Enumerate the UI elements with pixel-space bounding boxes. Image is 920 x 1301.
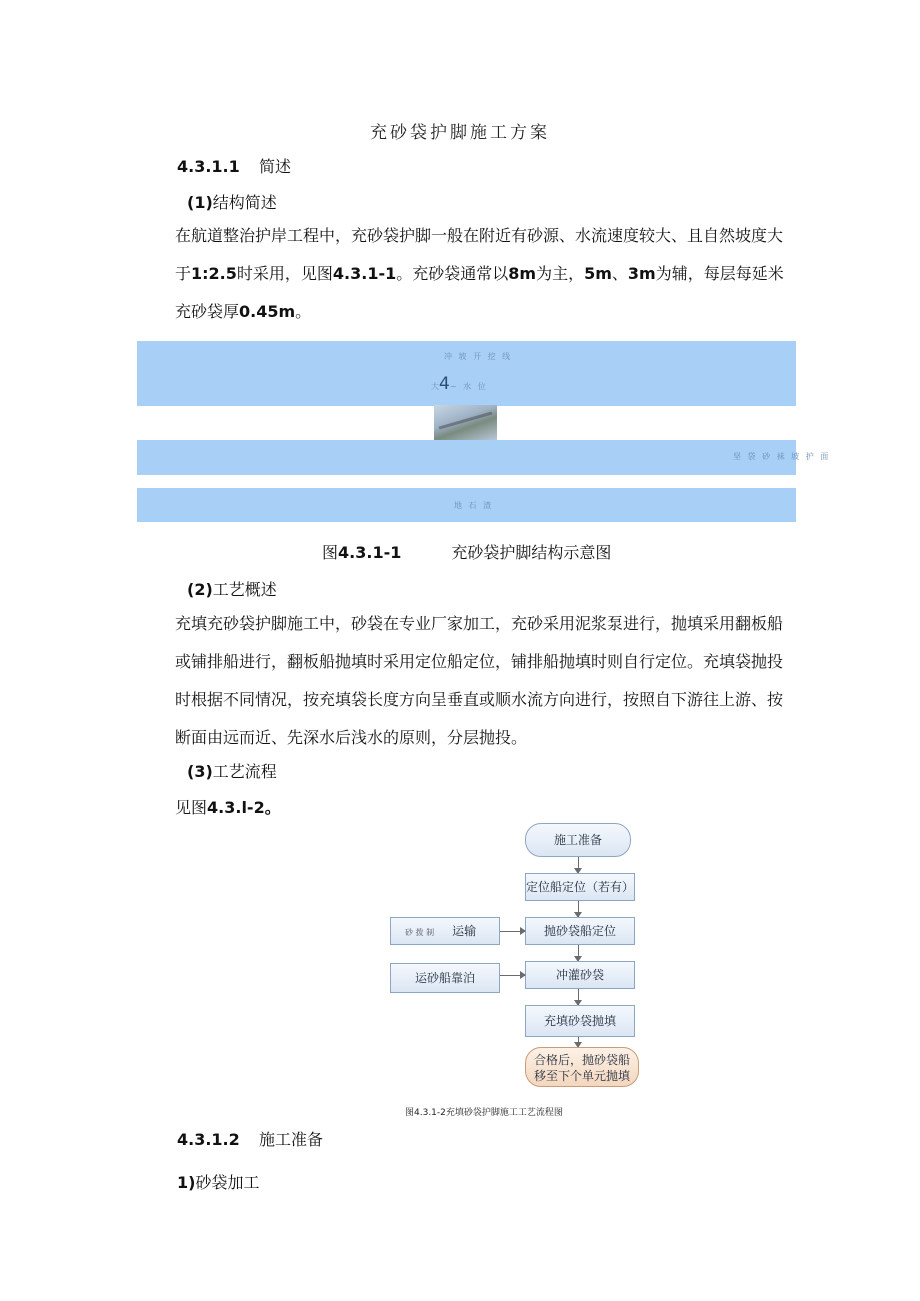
text-run: 为辅，每层每延米充砂袋厚 — [175, 264, 784, 321]
flow-box-flush: 冲灌砂袋 — [525, 961, 635, 989]
flow-arrow — [578, 1037, 579, 1047]
section-title: 简述 — [259, 157, 292, 176]
flow-box-done-line1: 合格后，抛砂袋船 — [533, 1053, 630, 1067]
water-level-number: 4 — [439, 374, 450, 394]
list-item-sandbag-processing — [177, 1170, 259, 1193]
list-item-text: 砂袋加工 — [195, 1173, 260, 1192]
caption-number: 4.3.1-1 — [338, 543, 402, 562]
diagram-label-right: 坚 袋 砂 袜 坡 护 面 — [733, 452, 831, 461]
section-title: 施工准备 — [259, 1130, 324, 1149]
length-value: 3m — [627, 264, 656, 283]
text-run: 。 — [295, 302, 312, 321]
flow-box-locate-ship: 定位船定位（若有） — [525, 873, 635, 901]
figure-caption-2: 图4.3.1-2充填砂袋护脚施工工艺流程图 — [405, 1108, 563, 1118]
flow-see-figure — [175, 795, 281, 818]
figure-ref: 4.3.1-1 — [332, 264, 397, 283]
subheading-flow — [187, 759, 277, 782]
flow-arrow — [578, 901, 579, 917]
subheading-number: (1) — [187, 193, 213, 212]
flow-arrow — [578, 945, 579, 961]
water-level-suffix: ~ 水 位 — [449, 382, 488, 391]
text-run: 、 — [611, 264, 628, 283]
section-heading-overview — [177, 154, 291, 177]
text-run: 时采用，见图 — [236, 264, 333, 283]
flow-arrow — [500, 931, 525, 932]
diagram-label-bottom: 地 石 渣 — [454, 501, 494, 510]
diagram-label-water-level — [431, 374, 488, 394]
flow-box-throw-ship: 抛砂袋船定位 — [525, 917, 635, 945]
subheading-text: 工艺流程 — [212, 762, 277, 781]
flow-box-done — [525, 1047, 639, 1087]
flow-arrow — [578, 989, 579, 1005]
flow-box-done-line2: 移至下个单元抛填 — [533, 1069, 630, 1083]
flow-box-dock: 运砂船靠泊 — [390, 963, 500, 993]
subheading-text: 结构简述 — [212, 193, 277, 212]
flow-arrow — [578, 857, 579, 873]
section-number: 4.3.1.1 — [177, 157, 240, 176]
see-suffix: 。 — [264, 798, 281, 817]
subheading-process — [187, 577, 277, 600]
text-run: 为主， — [536, 264, 585, 283]
process-paragraph — [137, 605, 797, 757]
text-run: 。充砂袋通常以 — [396, 264, 509, 283]
diagram-band-middle — [137, 440, 796, 475]
process-text: 充填充砂袋护脚施工中，砂袋在专业厂家加工，充砂采用泥浆泵进行，抛填采用翻板船或铺排船进行，翻板船抛填时采用定位船定位，铺排船抛填时则自行定位。充填袋抛投时根据不同情况，按充填袋长度方向呈垂直或顺水流方向进行，按照自下游往上游、按断面由远而近、先深水后浅水的原则，分层抛投。 — [175, 614, 784, 747]
see-figure-ref: 4.3.l-2 — [207, 798, 265, 817]
caption-prefix: 图 — [322, 543, 339, 562]
subheading-number: (2) — [187, 580, 213, 599]
flow-box-prep: 施工准备 — [525, 823, 631, 857]
subheading-number: (3) — [187, 762, 213, 781]
length-value: 5m — [584, 264, 612, 283]
water-level-prefix: 大 — [431, 382, 439, 391]
thickness-value: 0.45m — [239, 302, 296, 321]
document-title: 充砂袋护脚施工方案 — [370, 123, 550, 143]
slope-ratio: 1:2.5 — [191, 264, 237, 283]
length-value: 8m — [508, 264, 537, 283]
section-number: 4.3.1.2 — [177, 1130, 240, 1149]
subheading-text: 工艺概述 — [212, 580, 277, 599]
see-prefix: 见图 — [175, 798, 208, 817]
text-run: 在航道整治护岸工程中，充砂袋护脚一般在附近有砂源、水流速度较大、且自然坡度大于 — [175, 226, 784, 283]
flow-arrow — [500, 975, 525, 976]
list-item-number: 1) — [177, 1173, 196, 1192]
flow-box-fill-throw: 充填砂袋抛填 — [525, 1005, 635, 1037]
subheading-structure — [187, 190, 277, 213]
flow-box-sand-transport — [390, 917, 500, 945]
revetment-photo — [434, 405, 497, 440]
caption-text: 充砂袋护脚结构示意图 — [451, 543, 612, 562]
diagram-label-top: 冲 坡 开 挖 线 — [444, 352, 513, 361]
structure-paragraph — [137, 217, 797, 331]
sand-source-label: 砂 拨 制 — [405, 928, 435, 937]
figure-caption-1 — [322, 540, 611, 563]
transport-label: 运输 — [452, 924, 477, 938]
section-heading-preparation — [177, 1127, 323, 1150]
